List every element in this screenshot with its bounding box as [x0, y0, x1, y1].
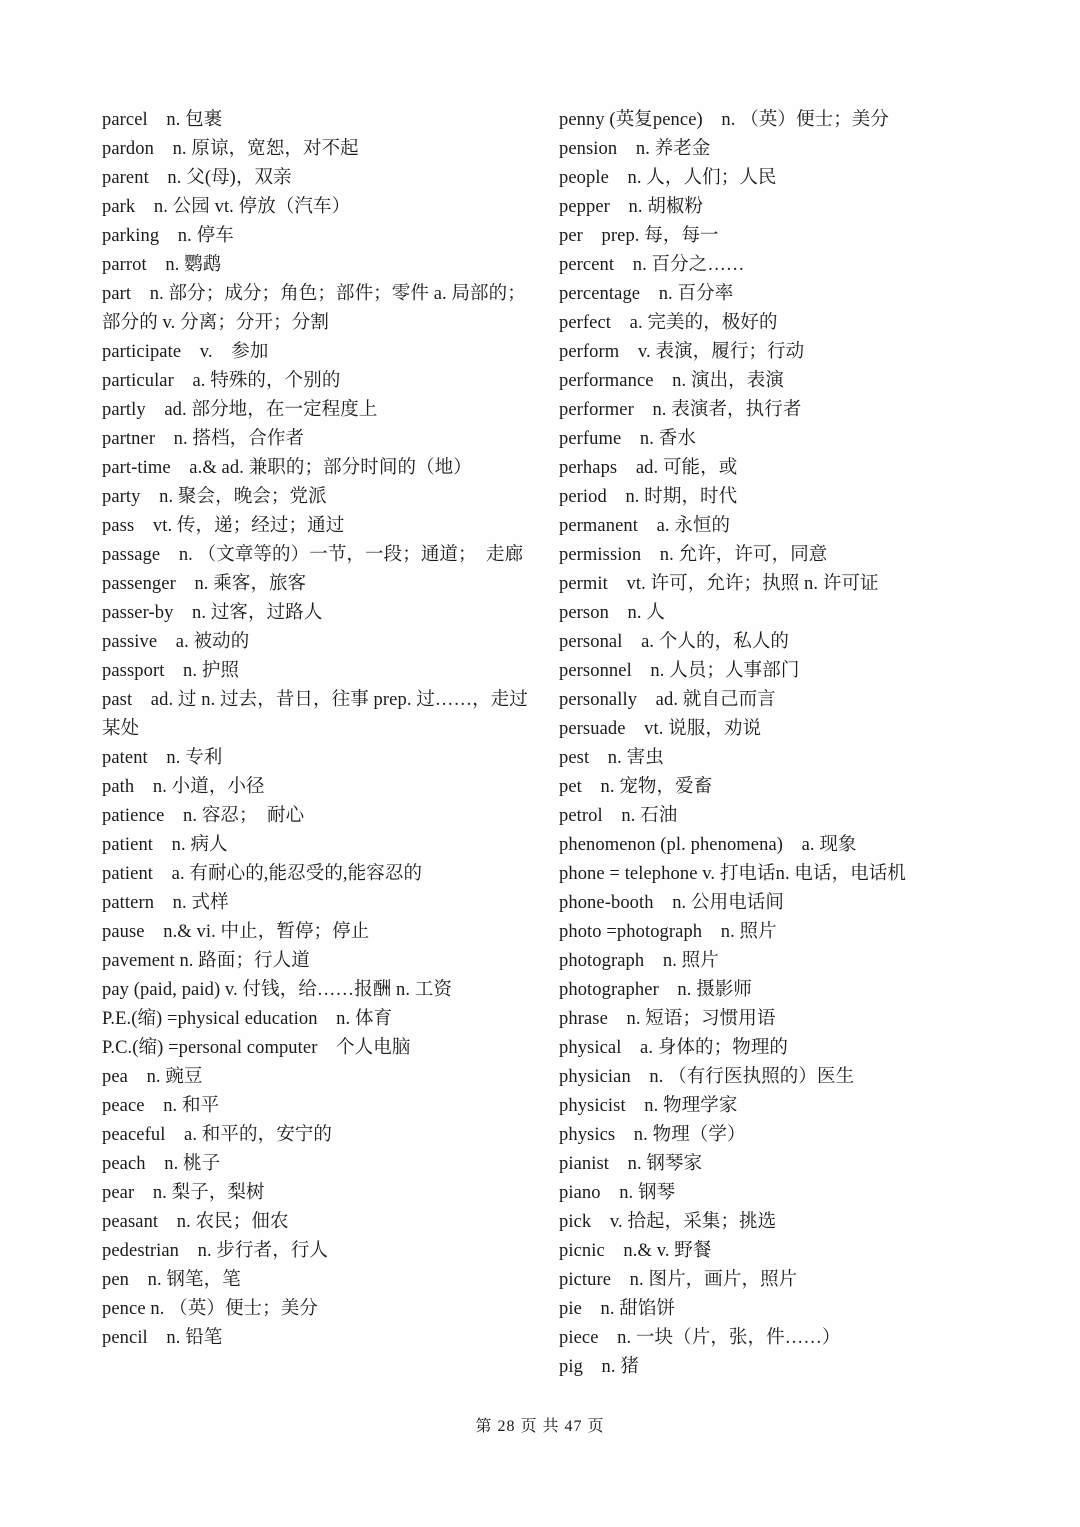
vocabulary-entry: pence n. （英）便士；美分 — [102, 1299, 318, 1319]
vocabulary-entry: phone-booth n. 公用电话间 — [559, 893, 785, 913]
vocabulary-entry: photo =photograph n. 照片 — [559, 922, 777, 942]
vocabulary-entry: pattern n. 式样 — [102, 893, 229, 913]
vocabulary-entry: parcel n. 包裹 — [102, 110, 223, 130]
vocabulary-entry: pavement n. 路面；行人道 — [102, 951, 310, 971]
vocabulary-entry: picnic n.& v. 野餐 — [559, 1241, 712, 1261]
vocabulary-entry: partly ad. 部分地，在一定程度上 — [102, 400, 378, 420]
vocabulary-entry: performer n. 表演者，执行者 — [559, 400, 802, 420]
vocabulary-entry: parrot n. 鹦鹉 — [102, 255, 222, 275]
vocabulary-entry: past ad. 过 n. 过去，昔日，往事 prep. 过……，走过某处 — [102, 690, 528, 739]
vocabulary-entry: period n. 时期，时代 — [559, 487, 738, 507]
vocabulary-entry: pause n.& vi. 中止，暂停；停止 — [102, 922, 370, 942]
vocabulary-entry: pie n. 甜馅饼 — [559, 1299, 676, 1319]
vocabulary-entry: physics n. 物理（学） — [559, 1125, 746, 1145]
vocabulary-entry: path n. 小道，小径 — [102, 777, 265, 797]
vocabulary-entry: pear n. 梨子，梨树 — [102, 1183, 265, 1203]
vocabulary-entry: perfect a. 完美的，极好的 — [559, 313, 778, 333]
vocabulary-entry: pencil n. 铅笔 — [102, 1328, 223, 1348]
vocabulary-entry: phrase n. 短语；习惯用语 — [559, 1009, 776, 1029]
vocabulary-entry: pen n. 钢笔，笔 — [102, 1270, 241, 1290]
vocabulary-entry: phenomenon (pl. phenomena) a. 现象 — [559, 835, 857, 855]
vocabulary-entry: part-time a.& ad. 兼职的；部分时间的（地） — [102, 458, 472, 478]
vocabulary-entry: permanent a. 永恒的 — [559, 516, 731, 536]
vocabulary-entry: peace n. 和平 — [102, 1096, 220, 1116]
right-column — [559, 106, 999, 1382]
vocabulary-entry: patient n. 病人 — [102, 835, 228, 855]
vocabulary-entry: permit vt. 许可，允许；执照 n. 许可证 — [559, 574, 879, 594]
vocabulary-entry: perhaps ad. 可能，或 — [559, 458, 738, 478]
vocabulary-entry: peaceful a. 和平的，安宁的 — [102, 1125, 333, 1145]
vocabulary-entry: pick v. 拾起，采集；挑选 — [559, 1212, 777, 1232]
vocabulary-entry: phone = telephone v. 打电话n. 电话，电话机 — [559, 864, 907, 884]
vocabulary-entry: party n. 聚会，晚会；党派 — [102, 487, 327, 507]
vocabulary-entry: per prep. 每，每一 — [559, 226, 719, 246]
vocabulary-entry: partner n. 搭档，合作者 — [102, 429, 305, 449]
vocabulary-entry: particular a. 特殊的，个别的 — [102, 371, 341, 391]
vocabulary-entry: parent n. 父(母)，双亲 — [102, 168, 292, 188]
vocabulary-entry: pet n. 宠物，爱畜 — [559, 777, 713, 797]
left-column — [102, 106, 532, 1353]
vocabulary-entry: pedestrian n. 步行者，行人 — [102, 1241, 329, 1261]
vocabulary-entry: peach n. 桃子 — [102, 1154, 221, 1174]
page-number-footer: 第 28 页 共 47 页 — [475, 1418, 605, 1435]
vocabulary-entry: people n. 人，人们；人民 — [559, 168, 777, 188]
vocabulary-entry: participate v. 参加 — [102, 342, 269, 362]
vocabulary-entry: personal a. 个人的，私人的 — [559, 632, 790, 652]
vocabulary-entry: petrol n. 石油 — [559, 806, 678, 826]
vocabulary-entry: P.E.(缩) =physical education n. 体育 — [102, 1009, 393, 1029]
vocabulary-entry: piano n. 钢琴 — [559, 1183, 676, 1203]
vocabulary-entry: persuade vt. 说服，劝说 — [559, 719, 762, 739]
vocabulary-entry: park n. 公园 vt. 停放（汽车） — [102, 197, 351, 217]
vocabulary-entry: pension n. 养老金 — [559, 139, 711, 159]
vocabulary-entry: performance n. 演出，表演 — [559, 371, 784, 391]
vocabulary-entry: percentage n. 百分率 — [559, 284, 734, 304]
vocabulary-entry: perfume n. 香水 — [559, 429, 696, 449]
vocabulary-entry: P.C.(缩) =personal computer 个人电脑 — [102, 1038, 411, 1058]
vocabulary-entry: picture n. 图片，画片，照片 — [559, 1270, 798, 1290]
vocabulary-entry: photograph n. 照片 — [559, 951, 719, 971]
vocabulary-entry: patient a. 有耐心的,能忍受的,能容忍的 — [102, 864, 423, 884]
vocabulary-entry: permission n. 允许，许可，同意 — [559, 545, 828, 565]
vocabulary-entry: patent n. 专利 — [102, 748, 223, 768]
vocabulary-entry: passport n. 护照 — [102, 661, 240, 681]
vocabulary-entry: personnel n. 人员；人事部门 — [559, 661, 800, 681]
vocabulary-entry: pay (paid, paid) v. 付钱，给……报酬 n. 工资 — [102, 980, 453, 1000]
vocabulary-entry: pea n. 豌豆 — [102, 1067, 203, 1087]
vocabulary-entry: photographer n. 摄影师 — [559, 980, 753, 1000]
vocabulary-entry: pig n. 猪 — [559, 1357, 639, 1377]
vocabulary-entry: physician n. （有行医执照的）医生 — [559, 1067, 855, 1087]
vocabulary-entry: passer-by n. 过客，过路人 — [102, 603, 323, 623]
vocabulary-entry: patience n. 容忍； 耐心 — [102, 806, 305, 826]
vocabulary-entry: pepper n. 胡椒粉 — [559, 197, 704, 217]
vocabulary-entry: perform v. 表演，履行；行动 — [559, 342, 805, 362]
vocabulary-entry: personally ad. 就自己而言 — [559, 690, 776, 710]
vocabulary-entry: parking n. 停车 — [102, 226, 234, 246]
vocabulary-entry: pardon n. 原谅，宽恕，对不起 — [102, 139, 359, 159]
vocabulary-entry: pest n. 害虫 — [559, 748, 664, 768]
vocabulary-entry: penny (英复pence) n. （英）便士；美分 — [559, 110, 889, 130]
vocabulary-entry: pass vt. 传，递；经过；通过 — [102, 516, 345, 536]
vocabulary-entry: passenger n. 乘客，旅客 — [102, 574, 307, 594]
vocabulary-entry: physical a. 身体的；物理的 — [559, 1038, 789, 1058]
vocabulary-entry: passage n. （文章等的）一节，一段；通道； 走廊 — [102, 545, 524, 565]
vocabulary-entry: percent n. 百分之…… — [559, 255, 745, 275]
vocabulary-entry: pianist n. 钢琴家 — [559, 1154, 703, 1174]
vocabulary-entry: physicist n. 物理学家 — [559, 1096, 738, 1116]
vocabulary-entry: part n. 部分；成分；角色；部件；零件 a. 局部的；部分的 v. 分离；分开；分割 — [102, 284, 526, 333]
vocabulary-entry: piece n. 一块（片，张，件……） — [559, 1328, 841, 1348]
vocabulary-entry: person n. 人 — [559, 603, 665, 623]
vocabulary-entry: passive a. 被动的 — [102, 632, 250, 652]
vocabulary-entry: peasant n. 农民；佃农 — [102, 1212, 289, 1232]
